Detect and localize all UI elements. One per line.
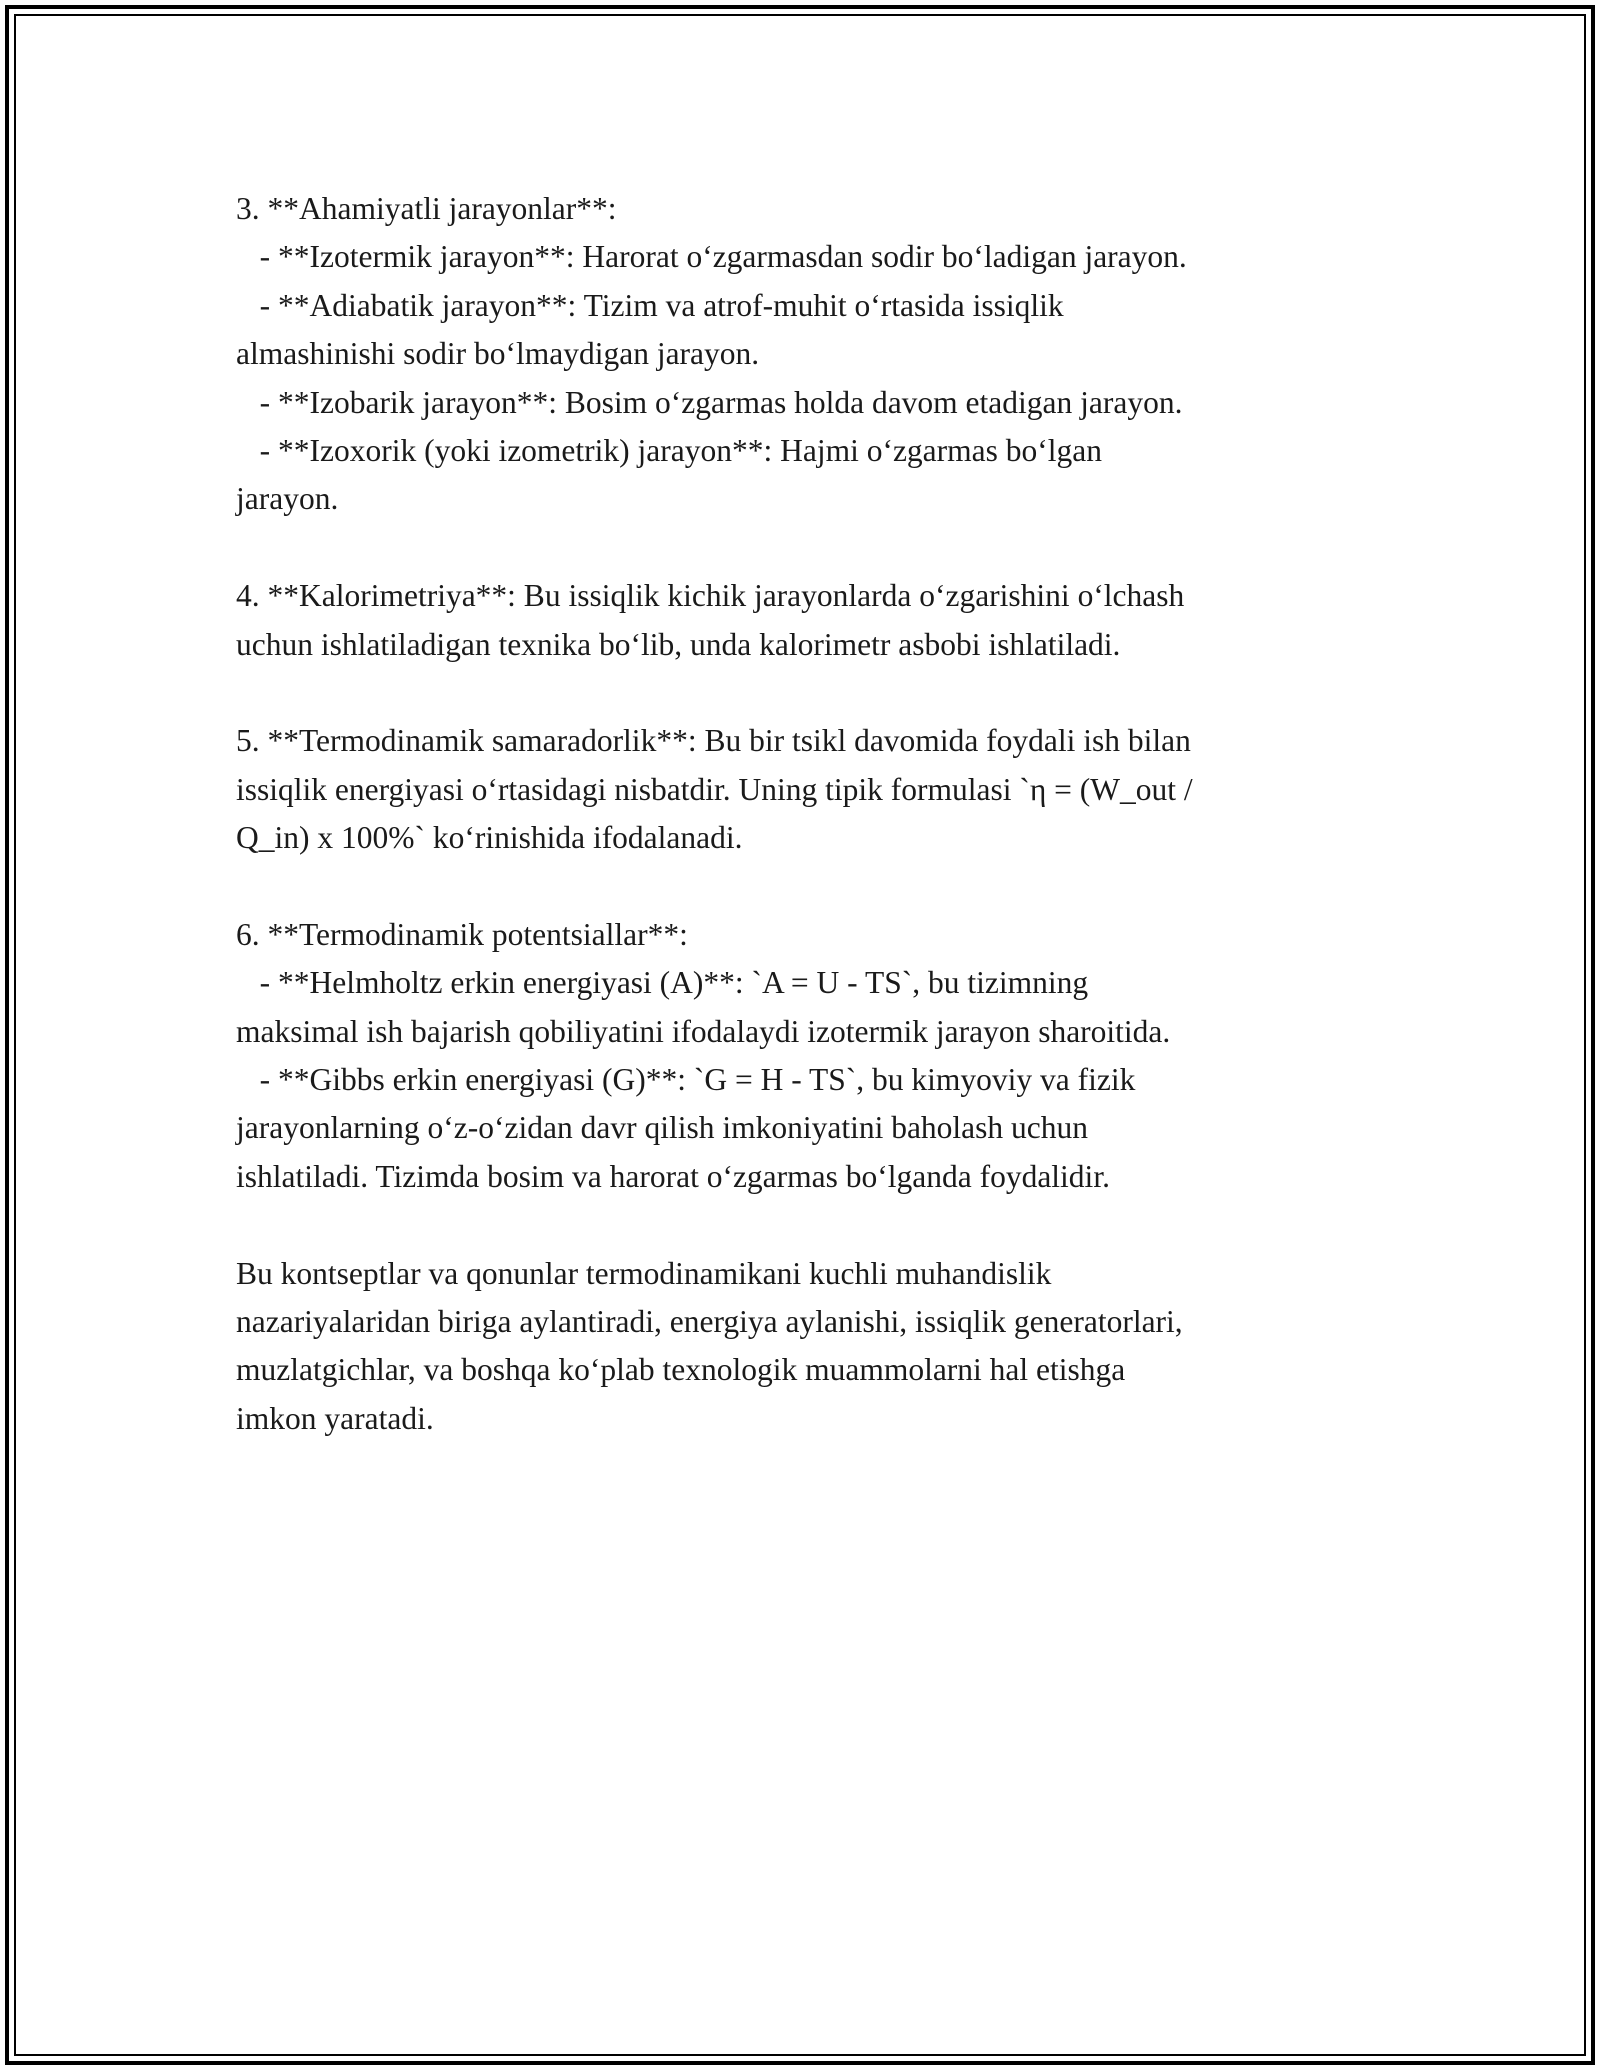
text-line: nazariyalaridan biriga aylantiradi, energiya aylanishi, issiqlik generatorlari,: [236, 1303, 1183, 1339]
text-line: imkon yaratadi.: [236, 1400, 434, 1436]
text-line: 4. **Kalorimetriya**: Bu issiqlik kichik jarayonlarda o‘zgarishini o‘lchash: [236, 578, 1185, 614]
text-line: issiqlik energiyasi o‘rtasidagi nisbatdir. Uning tipik formulasi `η = (W_out /: [236, 771, 1193, 807]
paragraph-spacer: [236, 524, 1366, 572]
text-line: jarayonlarning o‘z-o‘zidan davr qilish imkoniyatini baholash uchun: [236, 1110, 1089, 1146]
paragraph-spacer: [236, 1201, 1366, 1249]
text-line: - **Adiabatik jarayon**: Tizim va atrof-muhit o‘rtasida issiqlik: [236, 287, 1064, 323]
section-3-heading: 3. **Ahamiyatli jarayonlar**:: [236, 191, 617, 226]
section-6: [236, 911, 1366, 1201]
text-line: maksimal ish bajarish qobiliyatini ifodalaydi izotermik jarayon sharoitida.: [236, 1013, 1171, 1049]
text-line: Q_in) x 100%` ko‘rinishida ifodalanadi.: [236, 820, 743, 856]
paragraph-spacer: [236, 669, 1366, 717]
section-5: [236, 717, 1366, 862]
text-line: uchun ishlatiladigan texnika bo‘lib, unda kalorimetr asbobi ishlatiladi.: [236, 626, 1121, 662]
text-line: - **Izobarik jarayon**: Bosim o‘zgarmas holda davom etadigan jarayon.: [236, 384, 1183, 420]
text-line: - **Izoxorik (yoki izometrik) jarayon**: Hajmi o‘zgarmas bo‘lgan: [236, 432, 1102, 468]
text-line: almashinishi sodir bo‘lmaydigan jarayon.: [236, 336, 760, 372]
conclusion-paragraph: [236, 1250, 1366, 1444]
section-6-heading: 6. **Termodinamik potentsiallar**:: [236, 916, 688, 952]
text-line: - **Gibbs erkin energiyasi (G)**: `G = H - TS`, bu kimyoviy va fizik: [236, 1062, 1136, 1098]
text-line: Bu kontseptlar va qonunlar termodinamikani kuchli muhandislik: [236, 1255, 1052, 1291]
text-line: ishlatiladi. Tizimda bosim va harorat o‘zgarmas bo‘lganda foydalidir.: [236, 1158, 1110, 1194]
paragraph-spacer: [236, 862, 1366, 910]
section-4: [236, 572, 1366, 669]
text-line: muzlatgichlar, va boshqa ko‘plab texnologik muammolarni hal etishga: [236, 1352, 1126, 1388]
text-line: jarayon.: [236, 481, 339, 517]
text-line: - **Helmholtz erkin energiyasi (A)**: `A = U - TS`, bu tizimning: [236, 965, 1089, 1001]
text-line: - **Izotermik jarayon**: Harorat o‘zgarmasdan sodir bo‘ladigan jarayon.: [236, 239, 1187, 275]
text-line: 5. **Termodinamik samaradorlik**: Bu bir tsikl davomida foydali ish bilan: [236, 723, 1191, 759]
section-3: [236, 185, 1366, 524]
document-body: [236, 185, 1366, 1443]
